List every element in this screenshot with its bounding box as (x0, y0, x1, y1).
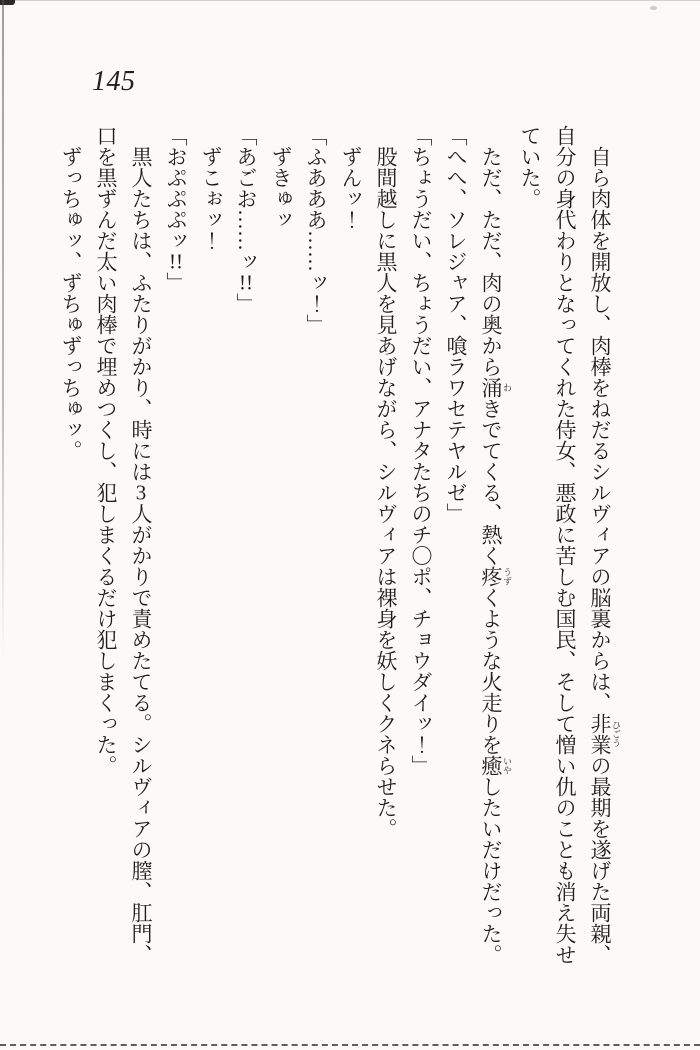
paragraph: 「おぷぷぷッ!!」 (164, 125, 188, 293)
paragraph: ずこぉッ！ (199, 146, 223, 251)
paragraph: 「ふあああ……ッ！」 (304, 125, 328, 335)
scan-artifact-top-right-spot (650, 6, 657, 10)
ruby-annotated-word: 涌 わ (479, 377, 512, 398)
paragraph: 「ちょうだい、ちょうだい、アナタたちのチ〇ポ、チョウダイッ！」 (409, 125, 433, 776)
tate-chu-yoko: 3 (135, 482, 147, 503)
text-body (53, 125, 621, 969)
paragraph: ただ、ただ、肉の奥から涌 わきでてくる、熱く疼 うずくような火走りを癒 いやしたいだけだった。 (479, 146, 512, 965)
page-number: 145 (92, 66, 136, 97)
paragraph: 股間越しに黒人を見あげながら、シルヴィアは裸身を妖しくクネらせた。 (374, 146, 398, 839)
ruby-annotated-word: 疼 うず (479, 566, 512, 587)
scan-artifact-top-edge (0, 0, 700, 1)
paragraph: 「あごお……ッ!!」 (234, 125, 258, 314)
paragraph: 黒人たちは、ふたりがかり、時には3人がかりで責めたてる。シルヴィアの膣、肛門、口を黒ずんだ太い肉棒で埋めつくし、犯しまくるだけ犯しまくった。 (94, 125, 153, 965)
paragraph: 自ら肉体を開放し、肉棒をねだるシルヴィアの脳裏からは、非業 ひごうの最期を遂げた両親、自分の身代わりとなってくれた侍女、悪政に苦しむ国民、そして憎い仇のことも消え失せていた。 (518, 125, 621, 965)
paragraph: ずっちゅッ、ずちゅずっちゅッ。 (59, 146, 83, 461)
paragraph: ずんッ！ (339, 146, 363, 230)
scan-artifact-bottom-edge (0, 1044, 700, 1046)
paragraph: 「へへ、ソレジャア、喰ラワセテヤルゼ」 (444, 125, 468, 524)
ruby-annotated-word: 癒 いや (479, 755, 512, 776)
tate-chu-yoko: !! (239, 272, 253, 293)
paragraph: ずきゅッ (269, 146, 293, 230)
ruby-annotated-word: 非業 ひごう (588, 713, 621, 755)
scan-artifact-left-edge (2, 0, 4, 660)
tate-chu-yoko: !! (169, 251, 183, 272)
